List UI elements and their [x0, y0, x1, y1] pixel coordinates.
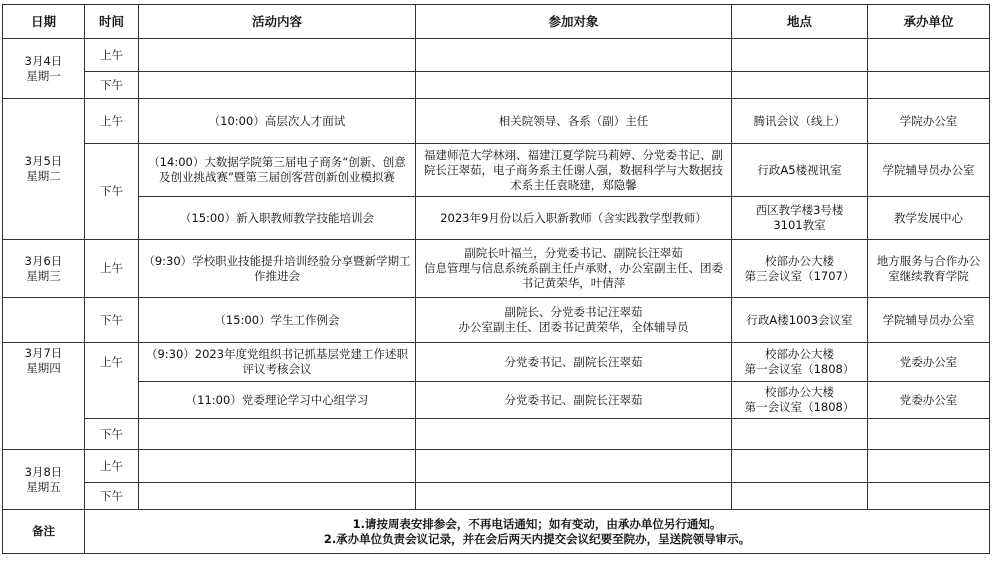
period-cell: 下午: [85, 72, 139, 99]
header-attendees: 参加对象: [416, 5, 732, 39]
period-cell: 下午: [85, 419, 139, 450]
organizer-cell: 党委办公室: [868, 343, 990, 382]
activity-cell: （9:30）学校职业技能提升培训经验分享暨新学期工作推进会: [139, 240, 416, 298]
activity-cell: （15:00）新入职教师教学技能培训会: [139, 197, 416, 240]
attendees-cell: 副院长叶福兰，分党委书记、副院长汪翠茹 信息管理与信息系统系副主任卢承财，办公室副主任、团委书记黄荣华，叶倩萍: [416, 240, 732, 298]
organizer-cell: 学院辅导员办公室: [868, 144, 990, 197]
date-cell: 3月6日 星期三: [3, 240, 85, 298]
empty-cell: [868, 39, 990, 72]
notes-label: 备注: [3, 510, 85, 554]
attendees-cell: 相关院领导、各系（副）主任: [416, 99, 732, 144]
attendees-cell: 分党委书记、副院长汪翠茹: [416, 343, 732, 382]
empty-cell: [868, 483, 990, 510]
empty-cell: [416, 419, 732, 450]
table-row: [3, 298, 990, 343]
table-row: [3, 39, 990, 72]
date-cell: 3月7日 星期四: [3, 343, 85, 450]
note-line-1: 1.请按周表安排参会，不再电话通知；如有变动，由承办单位另行通知。: [352, 516, 722, 531]
date-cell: 3月8日 星期五: [3, 450, 85, 510]
table-row: [3, 197, 990, 240]
organizer-cell: 地方服务与合作办公室继续教育学院: [868, 240, 990, 298]
period-cell: 上午: [85, 343, 139, 419]
empty-cell: [416, 72, 732, 99]
organizer-cell: 教学发展中心: [868, 197, 990, 240]
location-cell: 校部办公大楼 第一会议室（1808）: [732, 382, 868, 419]
period-cell: 下午: [85, 144, 139, 240]
table-row: [3, 483, 990, 510]
empty-cell: [868, 72, 990, 99]
period-cell: 上午: [85, 450, 139, 483]
date-cell: 3月4日 星期一: [3, 39, 85, 99]
attendees-cell: 副院长、分党委书记汪翠茹 办公室副主任、团委书记黄荣华，全体辅导员: [416, 298, 732, 343]
attendees-cell: 2023年9月份以后入职新教师（含实践教学型教师）: [416, 197, 732, 240]
table-row: [3, 72, 990, 99]
location-cell: 行政A楼1003会议室: [732, 298, 868, 343]
empty-cell: [732, 483, 868, 510]
empty-cell: [416, 450, 732, 483]
empty-cell: [868, 450, 990, 483]
period-cell: 下午: [85, 483, 139, 510]
header-organizer: 承办单位: [868, 5, 990, 39]
empty-cell: [732, 72, 868, 99]
date-cell-empty: [3, 298, 85, 343]
empty-cell: [732, 419, 868, 450]
location-cell: 行政A5楼视讯室: [732, 144, 868, 197]
period-cell: 上午: [85, 39, 139, 72]
note-line-2: 2.承办单位负责会议记录，并在会后两天内提交会议纪要至院办，呈送院领导审示。: [323, 531, 751, 546]
empty-cell: [139, 450, 416, 483]
empty-cell: [139, 419, 416, 450]
date-cell: 3月5日 星期二: [3, 99, 85, 240]
period-cell: 下午: [85, 298, 139, 343]
period-cell: 上午: [85, 99, 139, 144]
activity-cell: （11:00）党委理论学习中心组学习: [139, 382, 416, 419]
empty-cell: [416, 39, 732, 72]
organizer-cell: 学院办公室: [868, 99, 990, 144]
location-cell: 西区教学楼3号楼 3101教室: [732, 197, 868, 240]
notes-content: [85, 510, 990, 554]
table-row: [3, 343, 990, 382]
activity-cell: （9:30）2023年度党组织书记抓基层党建工作述职评议考核会议: [139, 343, 416, 382]
attendees-cell: 福建师范大学林翊、福建江夏学院马莉婷、分党委书记、副院长汪翠茹，电子商务系主任谢人强，数据科学与大数据技术系主任袁晓建，郑隐馨: [416, 144, 732, 197]
period-cell: 上午: [85, 240, 139, 298]
empty-cell: [139, 483, 416, 510]
activity-cell: （15:00）学生工作例会: [139, 298, 416, 343]
header-activity: 活动内容: [139, 5, 416, 39]
empty-cell: [139, 72, 416, 99]
empty-cell: [732, 39, 868, 72]
location-cell: 校部办公大楼 第一会议室（1808）: [732, 343, 868, 382]
header-date: 日期: [3, 5, 85, 39]
table-row: [3, 419, 990, 450]
location-cell: 校部办公大楼 第三会议室（1707）: [732, 240, 868, 298]
table-row: [3, 450, 990, 483]
activity-cell: （10:00）高层次人才面试: [139, 99, 416, 144]
table-row: [3, 99, 990, 144]
header-location: 地点: [732, 5, 868, 39]
notes-row: [3, 510, 990, 554]
empty-cell: [868, 419, 990, 450]
organizer-cell: 学院辅导员办公室: [868, 298, 990, 343]
empty-cell: [732, 450, 868, 483]
empty-cell: [416, 483, 732, 510]
organizer-cell: 党委办公室: [868, 382, 990, 419]
activity-cell: （14:00）大数据学院第三届电子商务“创新、创意及创业挑战赛”暨第三届创客营创新创业模拟赛: [139, 144, 416, 197]
attendees-cell: 分党委书记、副院长汪翠茹: [416, 382, 732, 419]
table-row: [3, 144, 990, 197]
empty-cell: [139, 39, 416, 72]
header-time: 时间: [85, 5, 139, 39]
location-cell: 腾讯会议（线上）: [732, 99, 868, 144]
table-row: [3, 382, 990, 419]
header-row: [3, 5, 990, 39]
weekly-schedule-table: [2, 4, 990, 554]
table-row: [3, 240, 990, 298]
